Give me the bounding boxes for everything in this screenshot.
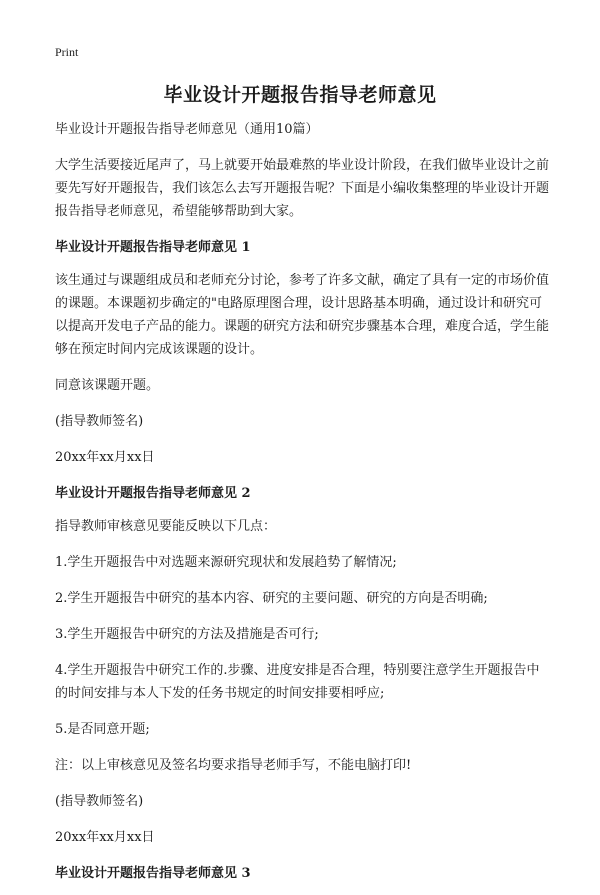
section-3-heading: 毕业设计开题报告指导老师意见 3 <box>55 866 251 881</box>
section-2-date: 20xx年xx月xx日 <box>55 830 155 845</box>
section-2-note: 注：以上审核意见及签名均要求指导老师手写，不能电脑打印! <box>55 758 412 773</box>
section-2-item: 2.学生开题报告中研究的基本内容、研究的主要问题、研究的方向是否明确; <box>55 591 488 606</box>
page-title: 毕业设计开题报告指导老师意见 <box>163 84 437 106</box>
section-1-paragraph: 该生通过与课题组成员和老师充分讨论，参考了许多文献，确定了具有一定的市场价值的课题。本课题初步确定的"电路原理图合理，设计思路基本明确，通过设计和研究可以提高开发电子产品的能力。课题的研究方法和研究步骤基本合理，难度合适，学生能够在预定时间内完成该课题的设计。 <box>55 273 550 357</box>
section-2-heading: 毕业设计开题报告指导老师意见 2 <box>55 486 251 501</box>
doc-subtitle: 毕业设计开题报告指导老师意见（通用10篇） <box>55 122 319 137</box>
section-2-intro: 指导教师审核意见要能反映以下几点： <box>55 519 277 534</box>
section-2-item: 3.学生开题报告中研究的方法及措施是否可行; <box>55 627 319 642</box>
intro-paragraph: 大学生活要接近尾声了，马上就要开始最难熬的毕业设计阶段，在我们做毕业设计之前要先写好开题报告，我们该怎么去写开题报告呢？下面是小编收集整理的毕业设计开题报告指导老师意见，希望能够帮助到大家。 <box>55 158 550 219</box>
section-1-approval: 同意该课题开题。 <box>55 378 160 393</box>
section-1-heading: 毕业设计开题报告指导老师意见 1 <box>55 240 251 255</box>
section-1-signature: (指导教师签名) <box>55 414 144 429</box>
document-body <box>55 118 550 895</box>
section-2-item: 4.学生开题报告中研究工作的.步骤、进度安排是否合理，特别要注意学生开题报告中的时间安排与本人下发的任务书规定的时间安排要相呼应; <box>55 663 540 701</box>
section-2-item: 1.学生开题报告中对选题来源研究现状和发展趋势了解情况; <box>55 555 397 570</box>
section-2-signature: (指导教师签名) <box>55 794 144 809</box>
section-2-item: 5.是否同意开题; <box>55 722 150 737</box>
section-1-date: 20xx年xx月xx日 <box>55 450 155 465</box>
print-link[interactable]: Print <box>55 45 79 59</box>
